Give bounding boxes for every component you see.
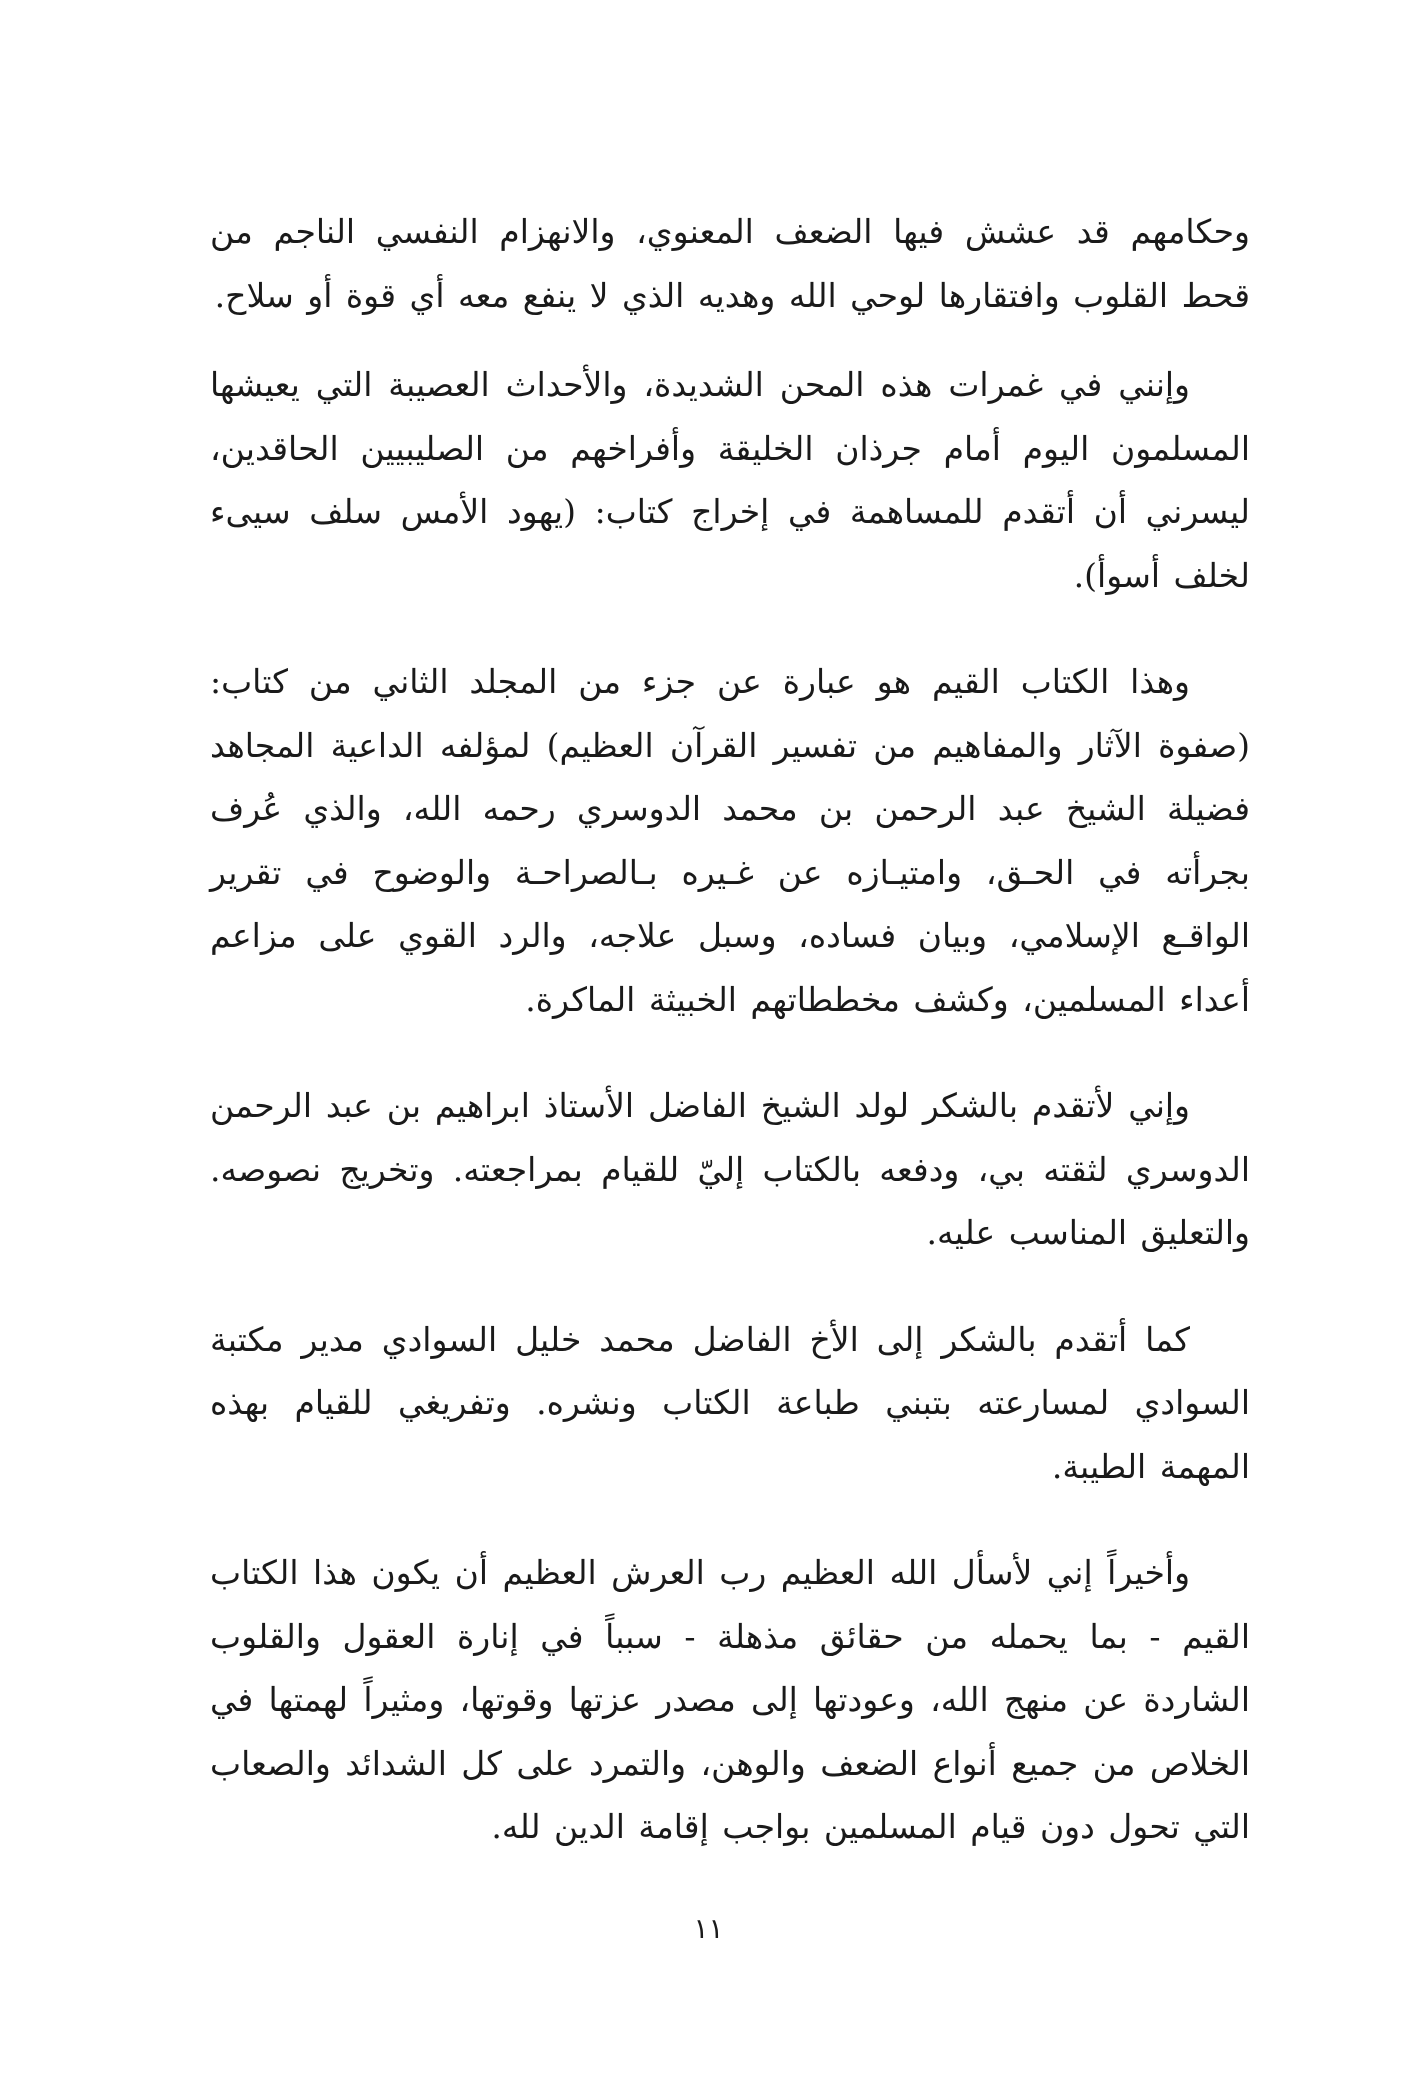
page-number: ١١ [693, 1912, 724, 1945]
body-text [210, 200, 1250, 1859]
paragraph-gap [210, 1498, 1250, 1541]
paragraph-thanks-ibrahim: وإني لأتقدم بالشكر لولد الشيخ الفاضل الأستاذ ابراهيم بن عبد الرحمن الدوسري لثقته بي، ودفعه بالكتاب إليّ للقيام بمراجعته. وتخريج نصوصه. والتعليق المناسب عليه. [210, 1086, 1250, 1252]
paragraph-gap [210, 1265, 1250, 1308]
paragraph-continuation: وحكامهم قد عشش فيها الضعف المعنوي، والانهزام النفسي الناجم من قحط القلوب وافتقارها لوحي الله وهديه الذي لا ينفع معه أي قوة أو سلاح. [210, 212, 1250, 315]
paragraph-closing-prayer: وأخيراً إني لأسأل الله العظيم رب العرش العظيم أن يكون هذا الكتاب القيم - بما يحمله من حقائق مذهلة - سبباً في إنارة العقول والقلوب الشاردة عن منهج الله، وعودتها إلى مصدر عزتها وقوتها، ومثيراً لهمتها في الخلاص من جميع أنواع الضعف والوهن، والتمرد على كل الشدائد والصعاب التي تحول دون قيام المسلمين بواجب إقامة الدين لله. [210, 1553, 1250, 1846]
paragraph-gap [210, 607, 1250, 650]
paragraph-gap [210, 327, 1250, 353]
paragraph-thanks-publisher: كما أتقدم بالشكر إلى الأخ الفاضل محمد خليل السوادي مدير مكتبة السوادي لمسارعته بتبني طباعة الكتاب ونشره. وتفريغي للقيام بهذه المهمة الطيبة. [210, 1319, 1250, 1486]
paragraph-gap [210, 1031, 1250, 1074]
paragraph-book-announcement: وإنني في غمرات هذه المحن الشديدة، والأحداث العصيبة التي يعيشها المسلمون اليوم أمام جرذان الخليقة وأفراخهم من الصليبيين الحاقدين، ليسرني أن أتقدم للمساهمة في إخراج كتاب: (يهود الأمس سلف سيىء لخلف أسوأ). [210, 365, 1250, 595]
paragraph-book-description: وهذا الكتاب القيم هو عبارة عن جزء من المجلد الثاني من كتاب: (صفوة الآثار والمفاهيم من تفسير القرآن العظيم) لمؤلفه الداعية المجاهد فضيلة الشيخ عبد الرحمن بن محمد الدوسري رحمه الله، والذي عُرف بجرأته في الحـق، وامتيـازه عن غـيره بـالصراحـة والوضوح في تقرير الواقـع الإسلامي، وبيان فساده، وسبل علاجه، والرد القوي على مزاعم أعداء المسلمين، وكشف مخططاتهم الخبيثة الماكرة. [210, 662, 1250, 1019]
